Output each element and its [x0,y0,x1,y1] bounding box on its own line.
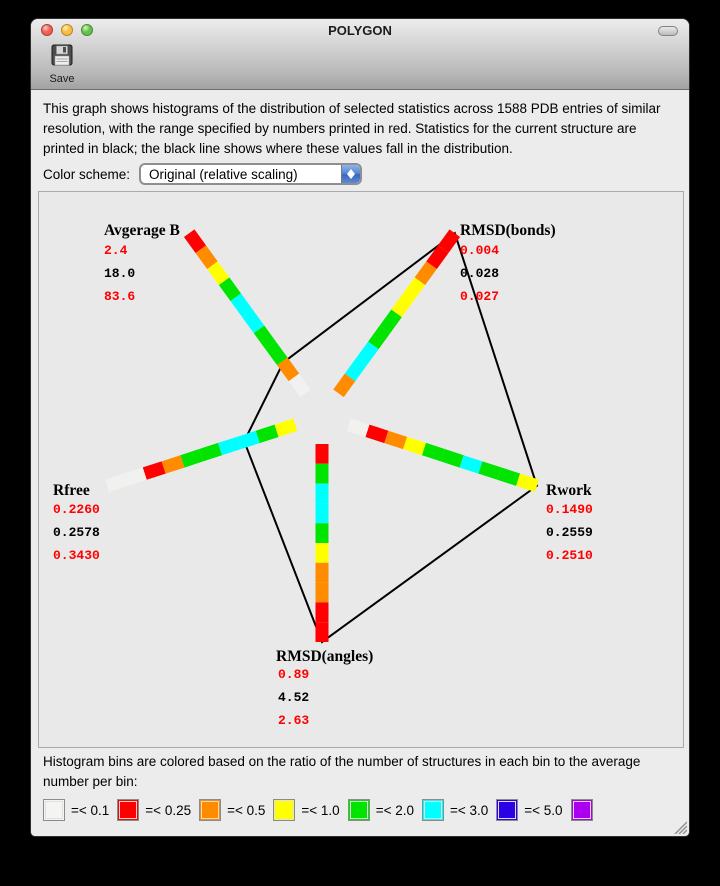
histogram-bin-rwork [480,468,499,474]
histogram-bin-avgb [212,265,224,281]
histogram-bin-rwork [424,449,443,455]
legend-swatch-0 [43,799,65,821]
titlebar[interactable] [31,19,689,41]
save-button[interactable] [43,44,81,86]
axis-max-value-rmsd_bonds: 0.027 [460,289,500,304]
color-scheme-label: Color scheme: [43,166,131,182]
polygon-window [30,18,690,837]
histogram-bin-rfree [145,468,164,474]
axis-max-value-rmsd_angles: 2.63 [278,713,310,728]
axis-max-value-rfree: 0.3430 [53,548,100,563]
histogram-bin-rmsd_bonds [339,377,351,393]
axis-current-value-rfree: 0.2578 [53,525,100,540]
axis-max-value-rwork: 0.2510 [546,548,593,563]
save-icon [50,44,74,72]
axis-current-value-rmsd_angles: 4.52 [278,690,310,705]
histogram-bin-rwork [349,425,368,431]
histogram-bin-avgb [247,313,259,329]
legend-swatch-label-5: =< 3.0 [449,802,489,818]
histogram-bin-avgb [259,329,271,345]
histogram-bin-rmsd_bonds [362,345,374,361]
window-header [31,19,689,90]
histogram-bin-rwork [499,474,518,480]
histogram-bin-rwork [405,443,424,449]
toolbar-toggle-button[interactable] [658,26,678,36]
axis-current-value-avgb: 18.0 [104,266,136,281]
histogram-bin-rfree [107,480,126,486]
traffic-lights [41,24,93,36]
axis-current-value-rwork: 0.2559 [546,525,593,540]
axis-min-value-rfree: 0.2260 [53,502,100,517]
axis-current-value-rmsd_bonds: 0.028 [460,266,500,281]
axis-min-value-rmsd_angles: 0.89 [278,667,310,682]
legend-swatch-label-6: =< 5.0 [524,802,563,818]
legend-swatch-4 [348,799,370,821]
minimize-button[interactable] [61,24,73,36]
histogram-bin-rmsd_bonds [385,313,397,329]
histogram-bin-avgb [236,297,248,313]
legend-swatch-label-3: =< 1.0 [301,802,340,818]
axis-max-value-avgb: 83.6 [104,289,136,304]
histogram-bin-avgb [294,377,306,393]
histogram-bin-rfree [220,443,239,449]
histogram-bin-rfree [239,437,258,443]
axis-label-rwork: Rwork [546,482,592,499]
axis-min-value-avgb: 2.4 [104,243,128,258]
save-button-label: Save [49,73,75,85]
legend-swatch-label-0: =< 0.1 [71,802,110,818]
histogram-bin-avgb [201,249,213,265]
legend-area [43,752,683,821]
legend-swatch-3 [273,799,295,821]
histogram-bin-rmsd_bonds [397,297,409,313]
legend-bins-row [43,799,683,821]
description-text: This graph shows histograms of the distribution of selected statistics across 1588 PDB entries of similar resolution, with the range specified by numbers printed in red. Statistics for the current structure are printed in black; the black line shows where these values fall in the distribution. [43,101,661,156]
histogram-bin-rwork [462,461,481,467]
histogram-bin-avgb [224,281,236,297]
histogram-bin-avgb [189,233,201,249]
histogram-bin-rmsd_bonds [408,281,420,297]
histogram-bin-rfree [182,455,201,461]
histogram-bin-rmsd_bonds [420,265,432,281]
axis-min-value-rwork: 0.1490 [546,502,593,517]
legend-swatch-2 [199,799,221,821]
histogram-bin-rfree [277,425,296,431]
legend-swatch-label-4: =< 2.0 [375,802,414,818]
histogram-bin-avgb [282,361,294,377]
color-scheme-row [43,162,362,186]
zoom-button[interactable] [81,24,93,36]
histogram-bin-rfree [126,474,145,480]
histogram-bin-rfree [258,431,277,437]
histogram-bin-rmsd_bonds [432,249,444,265]
histogram-bin-rwork [386,437,405,443]
axis-min-value-rmsd_bonds: 0.004 [460,243,500,258]
legend-swatch-label-1: =< 0.25 [145,802,192,818]
resize-grip[interactable] [672,819,687,834]
legend-text: Histogram bins are colored based on the ratio of the number of structures in each bin to the average number per bin: [43,754,641,789]
dropdown-stepper-icon[interactable] [341,165,360,183]
histogram-bin-rwork [368,431,387,437]
axis-label-rmsd_bonds: RMSD(bonds) [460,222,556,239]
axis-label-rfree: Rfree [53,482,90,499]
histogram-bin-rfree [164,461,183,467]
color-scheme-select[interactable] [139,163,362,185]
close-button[interactable] [41,24,53,36]
histogram-bin-rmsd_bonds [373,329,385,345]
legend-swatch-1 [117,799,139,821]
window-title: POLYGON [328,23,392,38]
histogram-bin-rwork [518,480,537,486]
axis-label-avgb: Avgerage B [104,222,180,239]
legend-swatch-6 [496,799,518,821]
histogram-bin-rwork [443,455,462,461]
histogram-bin-rmsd_bonds [350,361,362,377]
legend-swatch-7 [571,799,593,821]
histogram-bin-avgb [271,345,283,361]
color-scheme-selected-value: Original (relative scaling) [149,167,298,182]
histogram-bin-rmsd_bonds [443,233,455,249]
legend-swatch-5 [422,799,444,821]
axis-label-rmsd_angles: RMSD(angles) [276,648,374,665]
histogram-bin-rfree [201,449,220,455]
polygon-plot-panel [38,191,684,748]
legend-swatch-label-2: =< 0.5 [227,802,266,818]
